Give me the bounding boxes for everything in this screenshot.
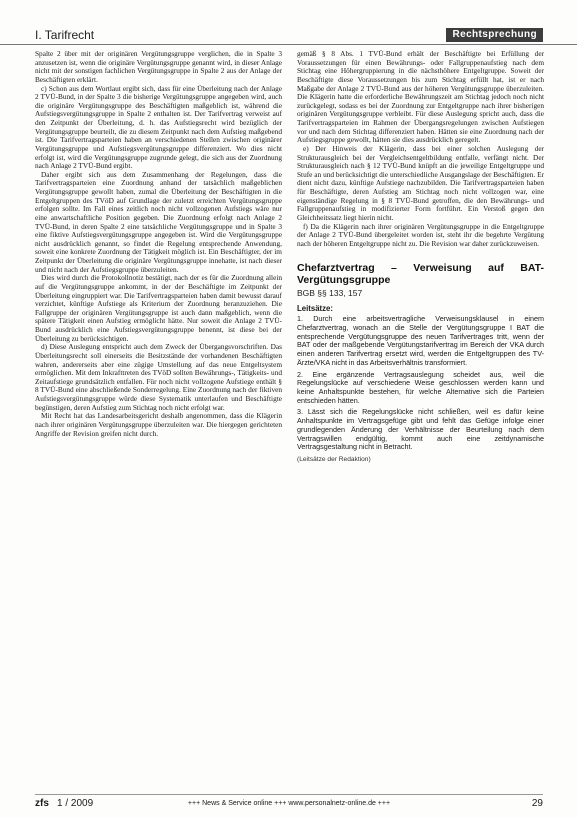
body-paragraph: Dies wird durch die Protokollnotiz bestätigt, nach der es für die Zuordnung allein auf die Vergütungsgruppe ankommt, in der der Beschäftigte im Zeitpunkt der Überleitung eingruppiert war. Die Tarifvertragsparteien haben damit bewusst darauf verzichtet, künftige Aufstiege als Kriterium der Zuordnung heranzuziehen. Die Fallgruppe der originären Vergütungsgruppe ist auch dann maßgeblich, wenn die spätere Tätigkeit einen Aufstieg ermöglicht hätte. Nur soweit die Anlage 2 TVÜ-Bund ausdrücklich eine Aufstiegsvergütungsgruppe benennt, ist diese bei der Überleitung zu berücksichtigen. bbox=[35, 273, 282, 343]
decision-summary-box bbox=[297, 262, 544, 464]
headnotes-source: (Leitsätze der Redaktion) bbox=[297, 455, 371, 463]
page-footer bbox=[35, 794, 543, 811]
body-paragraph: d) Diese Auslegung entspricht auch dem Zweck der Übergangsvorschriften. Das Überleitungsrecht soll einerseits die Besitzstände der vorhandenen Beschäftigten wahren, andererseits aber eine zügige Umstellung auf das neue Entgeltsystem ermöglichen. Mit dem Inkrafttreten des TVöD sollten Bewährungs-, Tätigkeits- und Zeitaufstiege grundsätzlich entfallen. Für noch nicht vollzogene Aufstiege enthält § 8 TVÜ-Bund eine abschließende Sonderregelung. Eine Zuordnung nach der fiktiven Aufstiegsvergütungsgruppe würde diese Systematik unterlaufen und Beschäftigte begünstigen, deren Aufstieg zum Stichtag noch nicht erfolgt war. bbox=[35, 342, 282, 412]
headnotes-label: Leitsätze: bbox=[297, 304, 333, 314]
page-number: 29 bbox=[531, 798, 543, 809]
body-paragraph: gemäß § 8 Abs. 1 TVÜ-Bund erhält der Beschäftigte bei Erfüllung der Voraussetzungen für einen Bewährungs- oder Fallgruppenaufstieg nach dem Stichtag eine Höhergruppierung in die nächsthöhere Entgeltgruppe. Soweit der Beschäftigte diese Voraussetzungen bis zum Stichtag erfüllt hat, ist er nach Maßgabe der Anlage 2 TVÜ-Bund aus der höheren Vergütungsgruppe überzuleiten. Die Klägerin hatte die erforderliche Bewährungszeit am Stichtag jedoch noch nicht zurückgelegt, sodass es bei der Zuordnung zur Entgeltgruppe nach ihrer bisherigen originären Vergütungsgruppe verbleibt. Für diese Auslegung spricht auch, dass die Tarifvertragsparteien im Rahmen der Übergangsregelungen zwischen Aufstiegen vor und nach dem Stichtag differenziert haben. Hätten sie eine Zuordnung nach der Aufstiegsgruppe gewollt, hätten sie dies ausdrücklich geregelt. bbox=[297, 49, 544, 145]
body-paragraph: f) Da die Klägerin nach ihrer originären Vergütungsgruppe in die Entgeltgruppe der Anlage 2 TVÜ-Bund übergeleitet worden ist, steht ihr die begehrte Vergütung nach der höheren Entgeltgruppe nicht zu. Die Revision war daher zurückzuweisen. bbox=[297, 221, 544, 248]
statute-reference: BGB §§ 133, 157 bbox=[297, 288, 363, 299]
body-paragraph: Daher ergibt sich aus dem Zusammenhang der Regelungen, dass die Tarifvertragsparteien eine Zuordnung anhand der tatsächlich maßgeblichen Vergütungsgruppe gewollt haben, zumal die Überleitung der Beschäftigten in die Entgeltgruppen des TVöD auf Grundlage der zuletzt erreichten Vergütungsgruppe erfolgen sollte. Im Fall eines zeitlich noch nicht vollzogenen Aufstiegs wäre nur eine anwartschaftliche Position gegeben. Die Zuordnung erfolgt nach Anlage 2 TVÜ-Bund, in deren Spalte 2 eine tatsächliche Vergütungsgruppe und in Spalte 3 eine fiktive Aufstiegsvergütungsgruppe angegeben ist. Wird die Vergütungsgruppe nicht ausdrücklich genannt, so findet die Regelung entsprechende Anwendung, soweit eine konkrete Zuordnung der Tätigkeit möglich ist. Ein Beschäftigter, der im Zeitpunkt der Überleitung die originäre Vergütungsgruppe innehatte, ist nach dieser und nicht nach der Aufstiegsgruppe überzuleiten. bbox=[35, 169, 282, 274]
headnote-item: 3. Lässt sich die Regelungslücke nicht schließen, weil es dafür keine Anhaltspunkte im Vertragsgefüge gibt und fehlt das Gefüge infolge einer grundlegenden Änderung der Verhältnisse der Beurteilung nach dem Vertragswillen endgültig, kommt auch eine zeitdynamische Vertragsgestaltung nicht in Betracht. bbox=[297, 407, 544, 452]
headnote-item: 1. Durch eine arbeitsvertragliche Verweisungsklausel in einem Chefarztvertrag, wonach an die Stelle der Vergütungsgruppe I BAT die entsprechende Vergütungsgruppe des neuen Tarifvertrages tritt, wenn der BAT oder der maßgebende Vergütungstarifvertrag im Bereich der VKA durch einen anderen Tarifvertrag ersetzt wird, werden die Entgeltgruppen des TV-Ärzte/VKA nicht in das Arbeitsverhältnis transformiert. bbox=[297, 314, 544, 367]
body-paragraph: Mit Recht hat das Landesarbeitsgericht deshalb angenommen, dass die Klägerin nach ihrer originären Vergütungsgruppe überzuleiten war. Die hiergegen gerichteten Angriffe der Revision greifen nicht durch. bbox=[35, 411, 282, 438]
body-paragraph: c) Schon aus dem Wortlaut ergibt sich, dass für eine Überleitung nach der Anlage 2 TVÜ-Bund, in der Spalte 3 die bisherige Vergütungsgruppe angegeben wird, auch die originäre Vergütungsgruppe des Beschäftigten maßgeblich ist, während die Aufstiegsvergütungsgruppe in Spalte 2 enthalten ist. Der Tarifvertrag verweist auf den Zeitpunkt der Überleitung, d. h. das Aufstiegsrecht wird bezüglich der Vergütungsgruppe beurteilt, die zu diesem Zeitpunkt nach dem Aufstieg maßgebend ist. Die Tarifvertragsparteien haben an verschiedenen Stellen zwischen originärer Vergütungsgruppe und Aufstiegsvergütungsgruppe differenziert. Wo dies nicht erfolgt ist, wird die Vergütungsgruppe zugrunde gelegt, die sich aus der Zuordnung nach Anlage 2 TVÜ-Bund ergibt. bbox=[35, 83, 282, 171]
journal-name: zfs bbox=[35, 798, 49, 809]
footer-ticker: +++ News & Service online +++ www.personalnetz-online.de +++ bbox=[187, 800, 391, 807]
headnote-item: 2. Eine ergänzende Vertragsauslegung scheidet aus, weil die Regelungslücke auf verschiedene Weise geschlossen werden kann und keine Anhaltspunkte bestehen, für welche Alternative sich die Parteien entschieden hätten. bbox=[297, 369, 544, 405]
running-header bbox=[0, 26, 577, 45]
section-title: I. Tarifrecht bbox=[35, 28, 95, 42]
left-column bbox=[35, 50, 282, 438]
section-badge: Rechtsprechung bbox=[446, 28, 543, 42]
body-paragraph: e) Der Hinweis der Klägerin, dass bei einer solchen Auslegung der Strukturausgleich bei der Vergleichsentgeltbildung entfalle, verfängt nicht. Der Strukturausgleich nach § 12 TVÜ-Bund knüpft an die jeweilige Entgeltgruppe und Stufe an und berücksichtigt die unterschiedliche Ausgangslage der Beschäftigten. Er dient nicht dazu, künftige Aufstiege nachzubilden. Die Tarifvertragsparteien haben für Beschäftigte, deren Aufstieg am Stichtag noch nicht vollzogen war, eine eigenständige Regelung in § 8 TVÜ-Bund getroffen, die den Bewährungs- und Fallgruppenaufstieg in modifizierter Form fortführt. Ein Verstoß gegen den Gleichheitssatz liegt hierin nicht. bbox=[297, 143, 544, 222]
headnotes-list bbox=[297, 315, 544, 452]
body-paragraph: Spalte 2 über mit der originären Vergütungsgruppe verglichen, die in Spalte 3 anzusetzen ist, wenn die originäre Vergütungsgruppe genannt wird, in dieser Anlage nicht mit der sonstigen fachlichen Vergütungsgruppe in Spalte 2 aus der Anlage der Beschäftigten erklärt. bbox=[35, 49, 282, 84]
decision-title: Chefarztvertrag – Verweisung auf BAT-Vergütungsgruppe bbox=[297, 262, 544, 287]
issue-number: 1 / 2009 bbox=[57, 798, 94, 809]
right-column bbox=[297, 50, 544, 464]
